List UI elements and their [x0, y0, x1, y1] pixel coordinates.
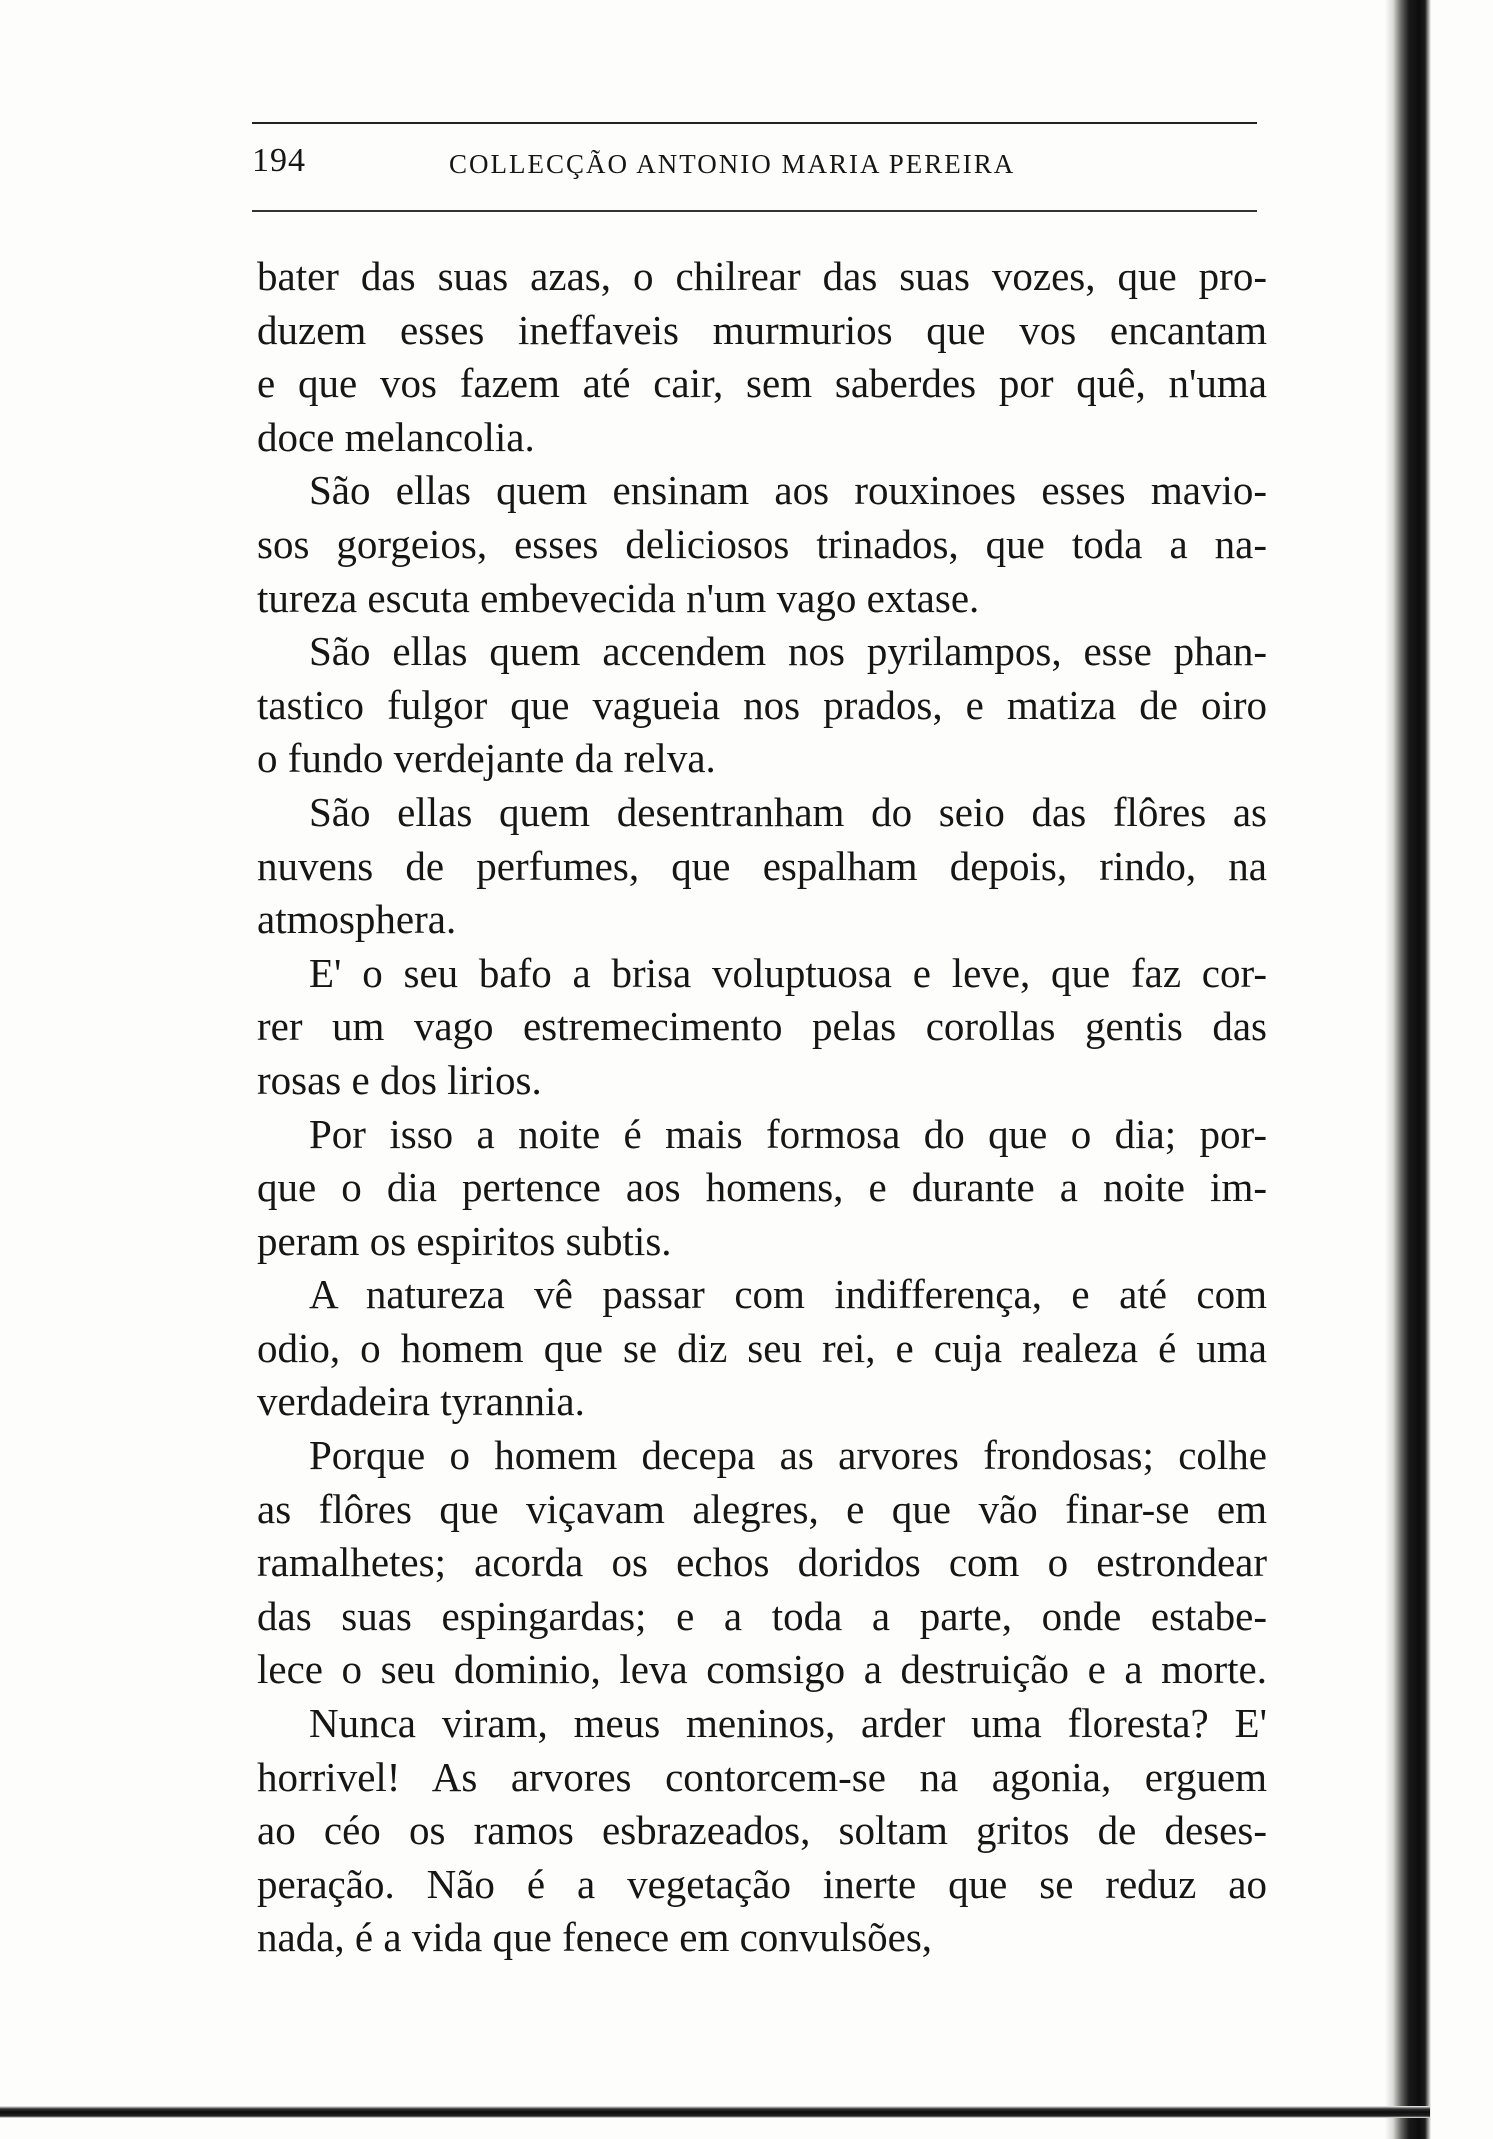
text-line: peração. Não é a vegetação inerte que se reduz ao	[257, 1860, 1267, 1907]
text-line: duzem esses ineffaveis murmurios que vos encantam	[257, 306, 1267, 353]
top-rule	[252, 122, 1257, 124]
text-line: o fundo verdejante da relva.	[257, 735, 716, 782]
page-number: 194	[252, 142, 306, 179]
text-line: doce melancolia.	[257, 413, 535, 460]
text-line: tastico fulgor que vagueia nos prados, e matiza de oiro	[257, 681, 1267, 728]
header-rule	[252, 210, 1257, 212]
text-line: sos gorgeios, esses deliciosos trinados, que toda a na-	[257, 520, 1267, 567]
text-line: atmosphera.	[257, 896, 457, 943]
text-line: odio, o homem que se diz seu rei, e cuja realeza é uma	[257, 1324, 1267, 1371]
text-line: São ellas quem desentranham do seio das flôres as	[309, 788, 1267, 835]
running-header	[252, 142, 1257, 192]
text-line: A natureza vê passar com indifferença, e até com	[309, 1271, 1267, 1318]
binding-edge	[1385, 0, 1493, 2139]
text-line: horrivel! As arvores contorcem-se na agonia, erguem	[257, 1753, 1267, 1800]
scan-bottom-edge	[0, 2106, 1430, 2118]
text-line: rer um vago estremecimento pelas corollas gentis das	[257, 1003, 1267, 1050]
text-line: São ellas quem ensinam aos rouxinoes esses mavio-	[309, 467, 1267, 514]
text-line: tureza escuta embevecida n'um vago extase.	[257, 574, 980, 621]
text-line: Por isso a noite é mais formosa do que o dia; por-	[309, 1110, 1267, 1157]
text-line: rosas e dos lirios.	[257, 1056, 542, 1103]
text-line: nuvens de perfumes, que espalham depois, rindo, na	[257, 842, 1267, 889]
running-title: COLLECÇÃO ANTONIO MARIA PEREIRA	[449, 149, 1016, 179]
text-line: São ellas quem accendem nos pyrilampos, esse phan-	[309, 628, 1267, 675]
text-line: ao céo os ramos esbrazeados, soltam gritos de deses-	[257, 1807, 1267, 1854]
text-line: as flôres que viçavam alegres, e que vão finar-se em	[257, 1485, 1267, 1532]
body-text	[257, 250, 1267, 1965]
text-line: das suas espingardas; e a toda a parte, onde estabe-	[257, 1592, 1267, 1639]
text-line: verdadeira tyrannia.	[257, 1378, 585, 1425]
text-line: que o dia pertence aos homens, e durante a noite im-	[257, 1164, 1267, 1211]
text-line: lece o seu dominio, leva comsigo a destruição e a morte.	[257, 1646, 1267, 1693]
text-line: nada, é a vida que fenece em convulsões,	[257, 1914, 933, 1961]
text-line: E' o seu bafo a brisa voluptuosa e leve, que faz cor-	[309, 949, 1267, 996]
text-line: e que vos fazem até cair, sem saberdes por quê, n'uma	[257, 360, 1267, 407]
text-line: bater das suas azas, o chilrear das suas vozes, que pro-	[257, 253, 1267, 299]
text-line: peram os espiritos subtis.	[257, 1217, 672, 1264]
text-line: Porque o homem decepa as arvores frondosas; colhe	[309, 1432, 1267, 1479]
text-line: Nunca viram, meus meninos, arder uma floresta? E'	[309, 1700, 1267, 1747]
text-line: ramalhetes; acorda os echos doridos com o estrondear	[257, 1539, 1267, 1586]
